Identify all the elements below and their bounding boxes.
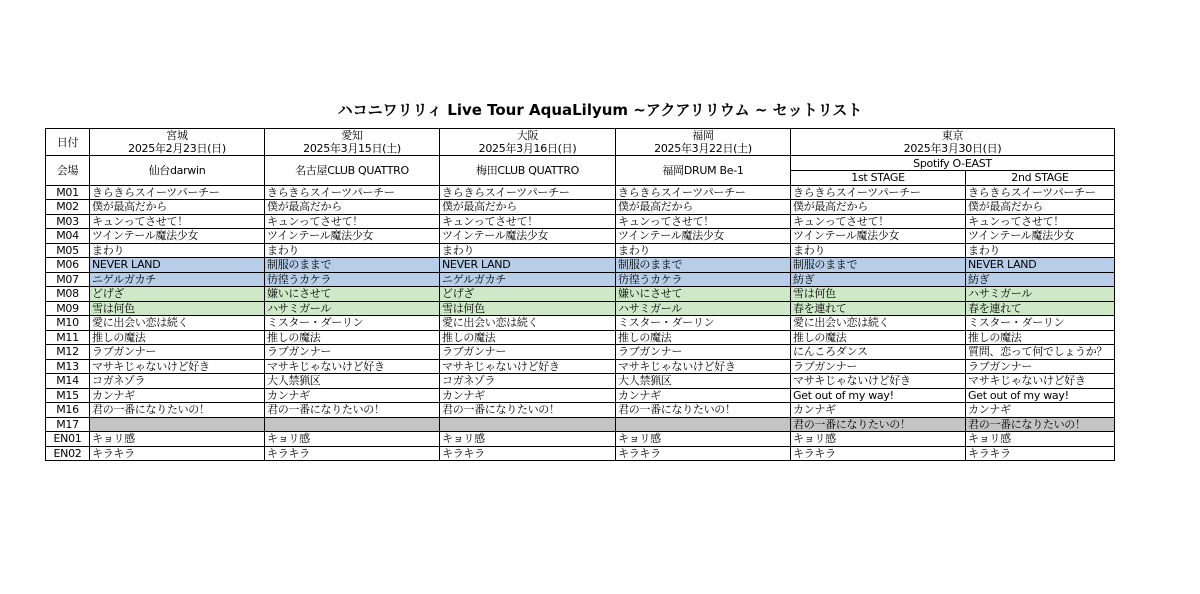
song-cell: まわり [90, 243, 265, 258]
setlist-row [46, 185, 1115, 200]
song-cell: 制服のままで [265, 258, 440, 273]
date-cell-osaka [440, 129, 616, 156]
song-cell: 制服のままで [616, 258, 791, 273]
song-cell: キョリ感 [791, 432, 966, 447]
setlist-row [46, 316, 1115, 331]
song-cell: キュンってさせて！ [616, 214, 791, 229]
setlist-row [46, 301, 1115, 316]
song-cell: ラブガンナー [616, 345, 791, 360]
song-cell: ラブガンナー [90, 345, 265, 360]
song-cell: ツインテール魔法少女 [966, 229, 1115, 244]
venue-nagoya: 名古屋CLUB QUATTRO [265, 156, 440, 186]
song-cell: コガネゾラ [90, 374, 265, 389]
song-cell: ミスター・ダーリン [966, 316, 1115, 331]
song-cell: マサキじゃないけど好き [265, 359, 440, 374]
song-cell: ハサミガール [966, 287, 1115, 302]
date-cell-nagoya [265, 129, 440, 156]
song-number: M11 [46, 330, 90, 345]
song-number: M01 [46, 185, 90, 200]
song-cell: 推しの魔法 [265, 330, 440, 345]
song-number: M09 [46, 301, 90, 316]
song-cell: 彷徨うカケラ [616, 272, 791, 287]
song-cell: カンナギ [265, 388, 440, 403]
song-cell: キョリ感 [966, 432, 1115, 447]
song-cell: マサキじゃないけど好き [616, 359, 791, 374]
song-cell: マサキじゃないけど好き [440, 359, 616, 374]
song-cell: キュンってさせて！ [265, 214, 440, 229]
setlist-row [46, 229, 1115, 244]
setlist-row [46, 432, 1115, 447]
page-title: ハコニワリリィ Live Tour AquaLilyum ~アクアリリウム ~ セットリスト [337, 101, 863, 119]
song-cell: 愛に出会い恋は続く [90, 316, 265, 331]
song-cell: ラブガンナー [265, 345, 440, 360]
song-cell: ツインテール魔法少女 [90, 229, 265, 244]
song-cell: マサキじゃないけど好き [90, 359, 265, 374]
setlist-body [46, 129, 1115, 461]
setlist-row [46, 403, 1115, 418]
song-cell: 春を連れて [791, 301, 966, 316]
song-cell: カンナギ [90, 388, 265, 403]
song-cell: まわり [616, 243, 791, 258]
song-cell: 制服のままで [791, 258, 966, 273]
setlist-table [45, 128, 1115, 461]
song-cell: 僕が最高だから [791, 200, 966, 215]
song-cell: キョリ感 [265, 432, 440, 447]
date-nagoya: 2025年3月15日(土) [303, 142, 401, 155]
song-cell [90, 417, 265, 432]
song-cell: 推しの魔法 [440, 330, 616, 345]
setlist-row [46, 417, 1115, 432]
venue-header-row [46, 156, 1115, 171]
song-cell: キラキラ [791, 446, 966, 461]
song-cell: ハサミガール [616, 301, 791, 316]
song-cell: 嫌いにさせて [616, 287, 791, 302]
song-cell: 僕が最高だから [616, 200, 791, 215]
song-number: M04 [46, 229, 90, 244]
song-cell: 僕が最高だから [966, 200, 1115, 215]
setlist-row [46, 330, 1115, 345]
date-cell-sendai [90, 129, 265, 156]
song-cell: コガネゾラ [440, 374, 616, 389]
pref-osaka: 大阪 [516, 129, 539, 142]
song-number: M08 [46, 287, 90, 302]
song-cell: マサキじゃないけど好き [966, 374, 1115, 389]
song-cell: きらきらスイーツパーチー [265, 185, 440, 200]
setlist-row [46, 258, 1115, 273]
song-cell [440, 417, 616, 432]
song-cell: きらきらスイーツパーチー [90, 185, 265, 200]
song-cell: ミスター・ダーリン [616, 316, 791, 331]
song-cell: にんころダンス [791, 345, 966, 360]
song-cell: NEVER LAND [90, 258, 265, 273]
song-cell: NEVER LAND [440, 258, 616, 273]
song-number: M02 [46, 200, 90, 215]
song-cell: ツインテール魔法少女 [440, 229, 616, 244]
song-cell: キラキラ [265, 446, 440, 461]
song-cell: きらきらスイーツパーチー [791, 185, 966, 200]
song-number: M03 [46, 214, 90, 229]
song-cell: きらきらスイーツパーチー [440, 185, 616, 200]
song-number: M13 [46, 359, 90, 374]
song-cell: 紡ぎ [791, 272, 966, 287]
song-cell: 紡ぎ [966, 272, 1115, 287]
date-header-row [46, 129, 1115, 156]
song-cell: カンナギ [616, 388, 791, 403]
date-label: 日付 [46, 129, 90, 156]
song-cell: 君の一番になりたいの！ [265, 403, 440, 418]
pref-fukuoka: 福岡 [692, 129, 714, 142]
song-cell: まわり [791, 243, 966, 258]
venue-osaka: 梅田CLUB QUATTRO [440, 156, 616, 186]
setlist-row [46, 359, 1115, 374]
song-cell: キョリ感 [90, 432, 265, 447]
song-cell: 雪は何色 [90, 301, 265, 316]
song-cell: 君の一番になりたいの！ [966, 417, 1115, 432]
song-number: M14 [46, 374, 90, 389]
pref-tokyo: 東京 [941, 129, 964, 142]
stage-2nd: 2nd STAGE [966, 171, 1115, 186]
song-cell: Get out of my way! [791, 388, 966, 403]
song-number: M12 [46, 345, 90, 360]
song-cell: 愛に出会い恋は続く [791, 316, 966, 331]
setlist-row [46, 243, 1115, 258]
setlist-row [46, 446, 1115, 461]
song-cell: 推しの魔法 [616, 330, 791, 345]
song-cell: ツインテール魔法少女 [265, 229, 440, 244]
song-cell: ニゲルガカチ [90, 272, 265, 287]
setlist-row [46, 214, 1115, 229]
song-cell [265, 417, 440, 432]
song-cell: キラキラ [90, 446, 265, 461]
song-cell: キョリ感 [440, 432, 616, 447]
song-cell: ツインテール魔法少女 [791, 229, 966, 244]
song-cell: 春を連れて [966, 301, 1115, 316]
song-number: M16 [46, 403, 90, 418]
song-cell: カンナギ [966, 403, 1115, 418]
venue-label: 会場 [46, 156, 90, 186]
song-cell: 君の一番になりたいの！ [791, 417, 966, 432]
song-number: EN01 [46, 432, 90, 447]
song-number: M05 [46, 243, 90, 258]
setlist-row [46, 388, 1115, 403]
song-cell: 質問、恋って何でしょうか？ [966, 345, 1115, 360]
song-cell: キラキラ [616, 446, 791, 461]
song-cell: キュンってさせて！ [966, 214, 1115, 229]
song-cell: カンナギ [791, 403, 966, 418]
song-cell: キュンってさせて！ [440, 214, 616, 229]
song-cell: キュンってさせて！ [791, 214, 966, 229]
song-cell: キョリ感 [616, 432, 791, 447]
pref-nagoya: 愛知 [341, 129, 363, 142]
date-cell-tokyo [791, 129, 1115, 156]
song-cell: ハサミガール [265, 301, 440, 316]
song-cell: どげざ [90, 287, 265, 302]
song-cell: 君の一番になりたいの！ [440, 403, 616, 418]
song-number: M06 [46, 258, 90, 273]
song-cell: 愛に出会い恋は続く [440, 316, 616, 331]
venue-tokyo: Spotify O-EAST [791, 156, 1115, 171]
song-cell: 雪は何色 [791, 287, 966, 302]
song-cell [616, 417, 791, 432]
date-osaka: 2025年3月16日(日) [478, 142, 577, 155]
song-cell: 大人禁猟区 [616, 374, 791, 389]
song-cell: ニゲルガカチ [440, 272, 616, 287]
song-cell: 僕が最高だから [440, 200, 616, 215]
setlist-row [46, 272, 1115, 287]
date-sendai: 2025年2月23日(日) [128, 142, 226, 155]
song-cell: きらきらスイーツパーチー [616, 185, 791, 200]
song-cell: 僕が最高だから [265, 200, 440, 215]
song-cell: 推しの魔法 [791, 330, 966, 345]
song-cell: NEVER LAND [966, 258, 1115, 273]
song-cell: カンナギ [440, 388, 616, 403]
song-cell: キラキラ [966, 446, 1115, 461]
song-cell: ラブガンナー [791, 359, 966, 374]
song-cell: まわり [265, 243, 440, 258]
setlist-row [46, 287, 1115, 302]
setlist-row [46, 345, 1115, 360]
song-cell: 彷徨うカケラ [265, 272, 440, 287]
setlist-row [46, 374, 1115, 389]
date-tokyo: 2025年3月30日(日) [903, 142, 1002, 155]
song-number: M15 [46, 388, 90, 403]
setlist-row [46, 200, 1115, 215]
song-cell: 推しの魔法 [966, 330, 1115, 345]
pref-sendai: 宮城 [166, 129, 188, 142]
song-cell: 大人禁猟区 [265, 374, 440, 389]
song-cell: まわり [440, 243, 616, 258]
song-cell: どげざ [440, 287, 616, 302]
venue-sendai: 仙台darwin [90, 156, 265, 186]
song-cell: まわり [966, 243, 1115, 258]
song-cell: きらきらスイーツパーチー [966, 185, 1115, 200]
song-number: M17 [46, 417, 90, 432]
song-cell: ラブガンナー [440, 345, 616, 360]
song-cell: 嫌いにさせて [265, 287, 440, 302]
song-number: M10 [46, 316, 90, 331]
venue-fukuoka: 福岡DRUM Be-1 [616, 156, 791, 186]
song-cell: 君の一番になりたいの！ [90, 403, 265, 418]
date-cell-fukuoka [616, 129, 791, 156]
song-cell: キラキラ [440, 446, 616, 461]
stage-1st: 1st STAGE [791, 171, 966, 186]
song-cell: 君の一番になりたいの！ [616, 403, 791, 418]
date-fukuoka: 2025年3月22日(土) [654, 142, 752, 155]
song-number: EN02 [46, 446, 90, 461]
song-cell: マサキじゃないけど好き [791, 374, 966, 389]
song-cell: Get out of my way! [966, 388, 1115, 403]
song-cell: 雪は何色 [440, 301, 616, 316]
song-cell: ミスター・ダーリン [265, 316, 440, 331]
song-cell: ツインテール魔法少女 [616, 229, 791, 244]
song-cell: ラブガンナー [966, 359, 1115, 374]
song-cell: キュンってさせて！ [90, 214, 265, 229]
song-cell: 推しの魔法 [90, 330, 265, 345]
song-number: M07 [46, 272, 90, 287]
song-cell: 僕が最高だから [90, 200, 265, 215]
